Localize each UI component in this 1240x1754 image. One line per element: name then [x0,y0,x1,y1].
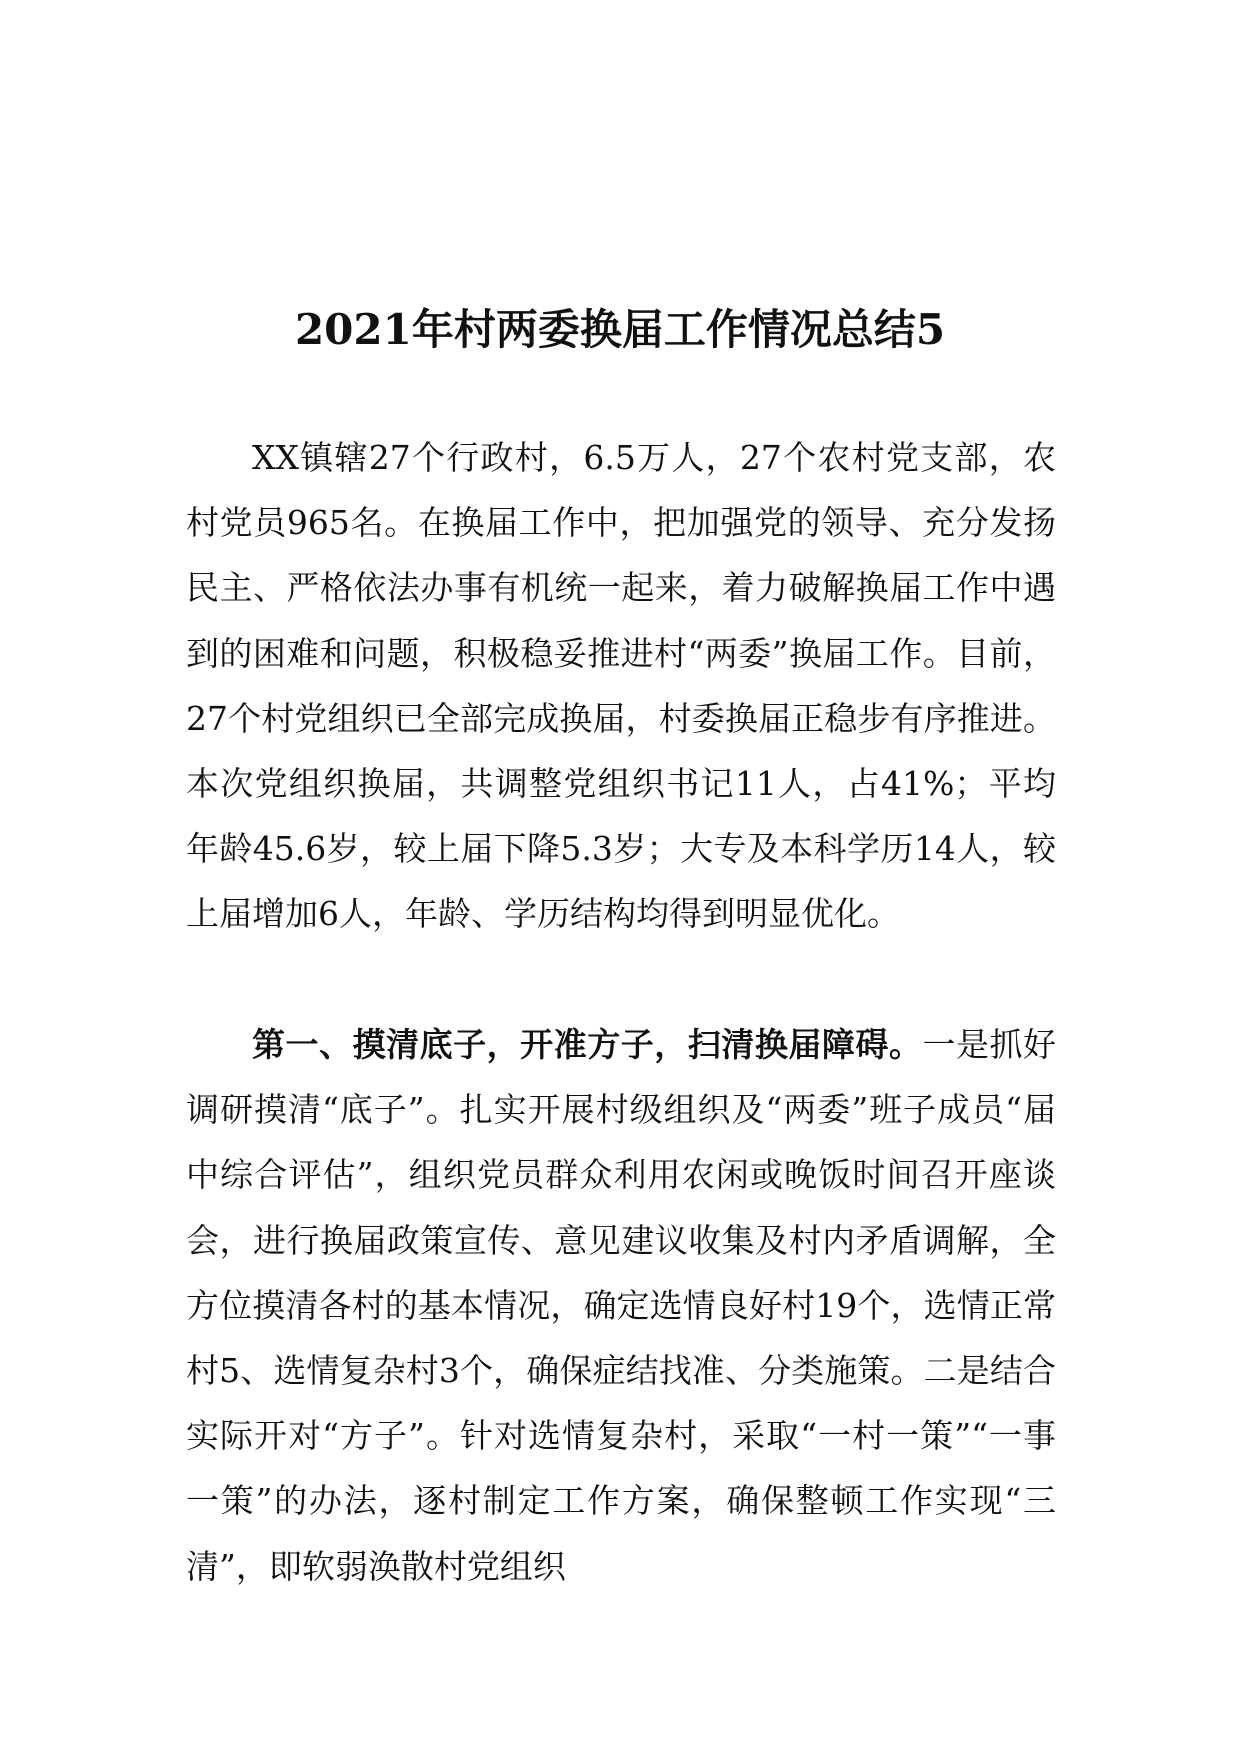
body-paragraph-1 [186,425,1056,947]
paragraph-2-text: 一是抓好调研摸清“底子”。扎实开展村级组织及“两委”班子成员“届中综合评估”，组织党员群众利用农闲或晚饭时间召开座谈会，进行换届政策宣传、意见建议收集及村内矛盾调解，全方位摸清各村的基本情况，确定选情良好村19个，选情正常村5、选情复杂村3个，确保症结找准、分类施策。二是结合实际开对“方子”。针对选情复杂村，采取“一村一策”“一事一策”的办法，逐村制定工作方案，确保整顿工作实现“三清”，即软弱涣散村党组织 [186,1025,1057,1586]
document-title: 2021年村两委换届工作情况总结5 [294,305,946,354]
paragraph-2-heading: 第一、摸清底子，开准方子，扫清换届障碍。 [252,1025,923,1064]
body-paragraph-2 [186,1012,1056,1599]
paragraph-1-text: XX镇辖27个行政村，6.5万人，27个农村党支部，农村党员965名。在换届工作中，把加强党的领导、充分发扬民主、严格依法办事有机统一起来，着力破解换届工作中遇到的困难和问题，积极稳妥推进村“两委”换届工作。目前，27个村党组织已全部完成换届，村委换届正稳步有序推进。本次党组织换届，共调整党组织书记11人，占41%；平均年龄45.6岁，较上届下降5.3岁；大专及本科学历14人，较上届增加6人，年龄、学历结构均得到明显优化。 [186,438,1056,934]
